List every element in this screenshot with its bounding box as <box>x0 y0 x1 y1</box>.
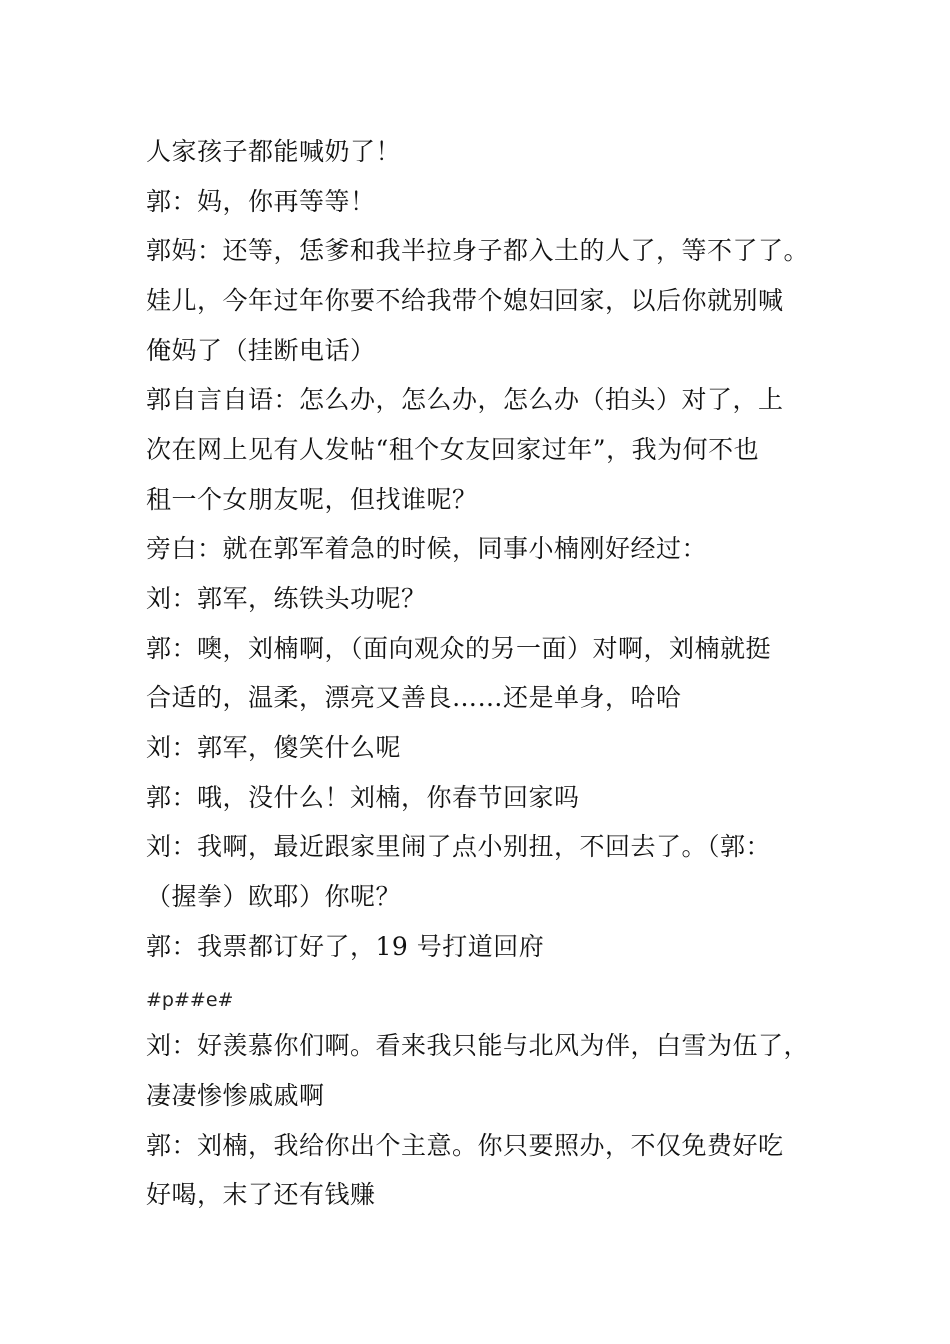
text-line: 郭：哦，没什么！刘楠，你春节回家吗 <box>146 783 580 812</box>
text-line: （握拳）欧耶）你呢？ <box>146 882 402 911</box>
page-break-marker: #p##e# <box>146 989 234 1011</box>
text-line: 凄凄惨惨戚戚啊 <box>146 1081 325 1110</box>
text-line: 次在网上见有人发帖“租个女友回家过年”，我为何不也 <box>146 435 760 464</box>
text-line: 好喝，末了还有钱赚 <box>146 1180 376 1209</box>
text-line: 人家孩子都能喊奶了！ <box>146 137 402 166</box>
text-line: 郭：我票都订好了，19 号打道回府 <box>146 932 545 961</box>
text-line: 郭：噢，刘楠啊，（面向观众的另一面）对啊，刘楠就挺 <box>146 634 772 663</box>
text-line: 娃儿，今年过年你要不给我带个媳妇回家，以后你就别喊 <box>146 286 784 315</box>
text-line: 刘：我啊，最近跟家里闹了点小别扭，不回去了。（郭： <box>146 832 772 861</box>
text-line: 郭：妈，你再等等！ <box>146 187 376 216</box>
text-line: 刘：郭军，练铁头功呢？ <box>146 584 427 613</box>
text-line: 刘：好羡慕你们啊。看来我只能与北风为伴，白雪为伍了， <box>146 1031 810 1060</box>
text-line: 俺妈了（挂断电话） <box>146 336 376 365</box>
text-line: 旁白：就在郭军着急的时候，同事小楠刚好经过： <box>146 534 708 563</box>
text-line: 合适的，温柔，漂亮又善良……还是单身，哈哈 <box>146 683 682 712</box>
text-line: 刘：郭军，傻笑什么呢 <box>146 733 402 762</box>
text-line: 郭妈：还等，恁爹和我半拉身子都入土的人了，等不了了。 <box>146 236 810 265</box>
text-line: 郭：刘楠，我给你出个主意。你只要照办，不仅免费好吃 <box>146 1131 784 1160</box>
text-line: 郭自言自语：怎么办，怎么办，怎么办（拍头）对了，上 <box>146 385 784 414</box>
text-line: 租一个女朋友呢，但找谁呢？ <box>146 485 478 514</box>
